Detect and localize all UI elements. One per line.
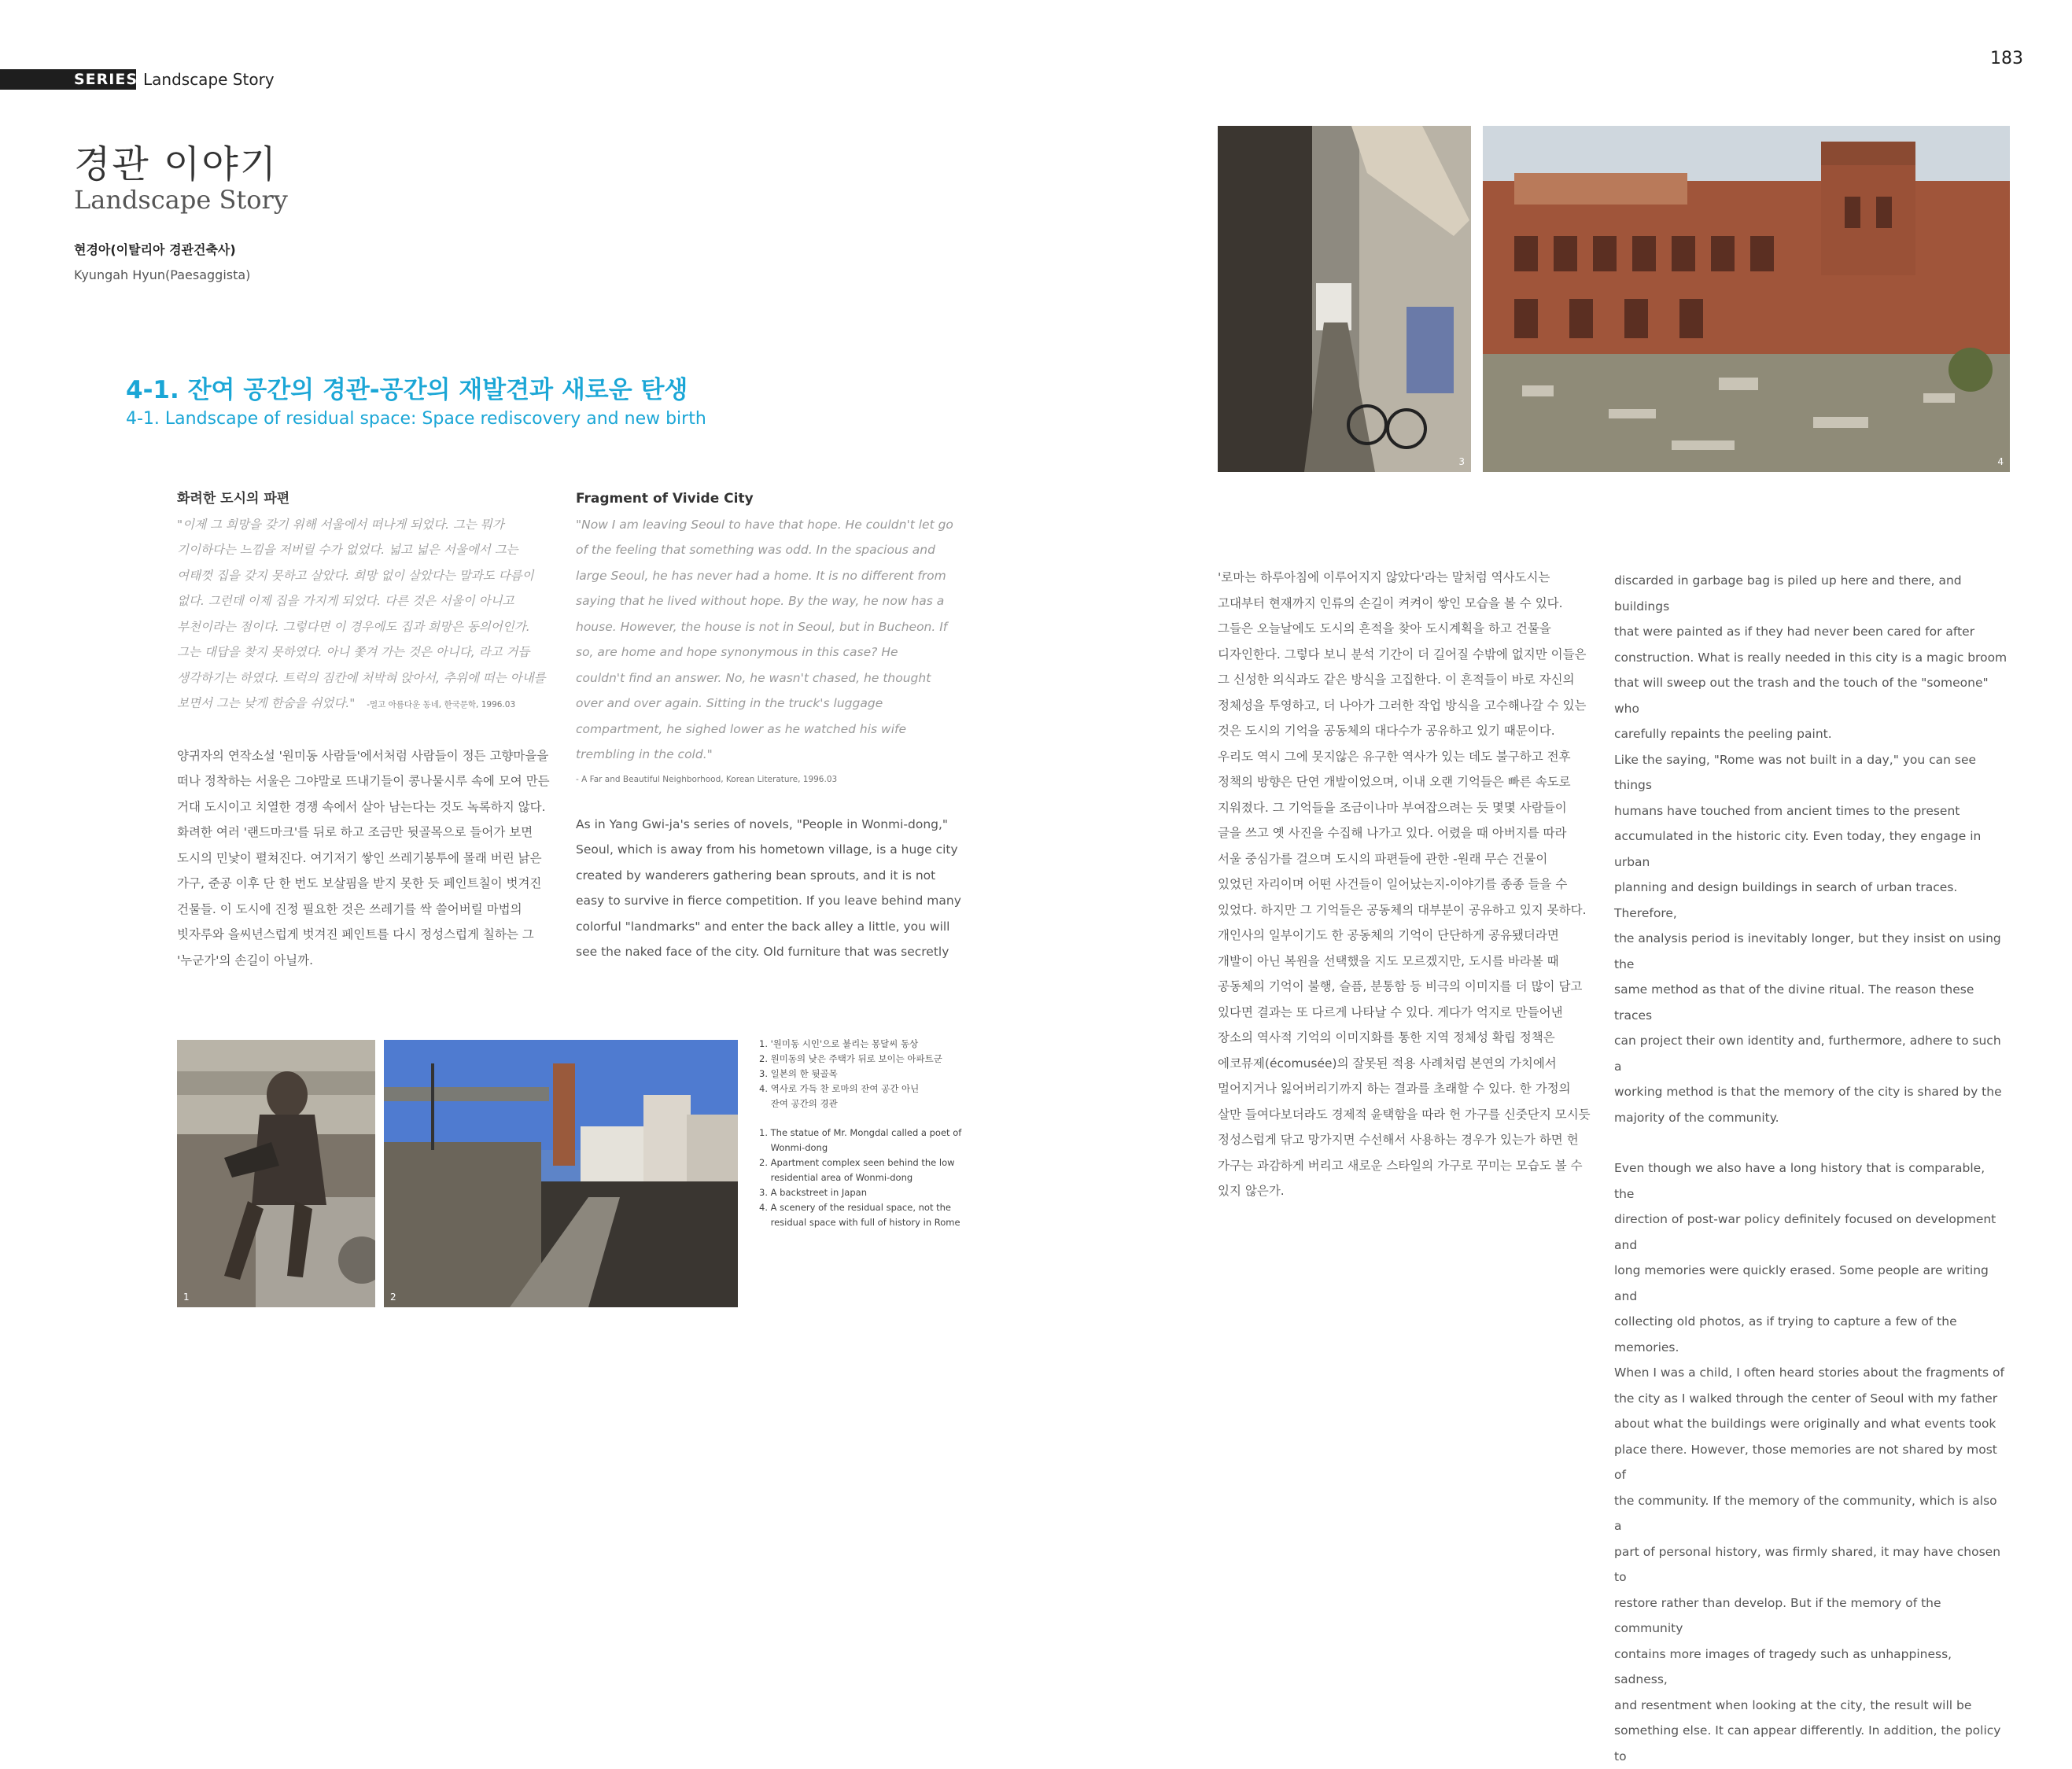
quote-line: 여태껏 집을 갖지 못하고 살았다. 희망 없이 살았다는 말과도 다름이: [177, 568, 534, 583]
photo-rome: [1483, 126, 2010, 472]
body-line: 있지 않은가.: [1218, 1184, 1285, 1198]
body-line: 빗자루와 을씨년스럽게 벗겨진 페인트를 다시 정성스럽게 칠하는 그: [177, 927, 534, 942]
body-line: 개발이 아닌 복원을 선택했을 지도 모르겠지만, 도시를 바라볼 때: [1218, 953, 1559, 968]
page-title-korean: 경관 이야기: [74, 142, 278, 186]
body-line: 고대부터 현재까지 인류의 손길이 켜켜이 쌓인 모습을 볼 수 있다.: [1218, 595, 1563, 610]
body-line: restore rather than develop. But if the memory of the community: [1614, 1595, 1941, 1635]
body-line: created by wanderers gathering bean sprouts, and it is not: [576, 868, 936, 883]
body-line: see the naked face of the city. Old furniture that was secretly: [576, 945, 949, 959]
body-line: 화려한 여러 '랜드마크'를 뒤로 하고 조금만 뒷골목으로 들어가 보면: [177, 825, 533, 839]
photo-statue: [177, 1040, 375, 1307]
body-line: place there. However, those memories are not shared by most of: [1614, 1442, 1997, 1482]
quote-line: of the feeling that something was odd. In the spacious and: [576, 543, 935, 557]
body-text: [576, 812, 961, 965]
body-line: the community. If the memory of the community, which is also a: [1614, 1493, 1997, 1533]
quote-line: over and over again. Sitting in the truck's luggage: [576, 696, 883, 710]
rome-image: [1483, 126, 2010, 472]
body-line: 에코뮤제(écomusée)의 잘못된 적용 사례처럼 본연의 가치에서: [1218, 1056, 1557, 1071]
body-line: 정성스럽게 닦고 망가지면 수선해서 사용하는 경우가 있는가 하면 헌: [1218, 1133, 1579, 1147]
body-line: 가구는 과감하게 버리고 새로운 스타일의 가구로 꾸미는 모습도 볼 수: [1218, 1158, 1583, 1173]
body-line: planning and design buildings in search of urban traces. Therefore,: [1614, 880, 1958, 920]
body-line: 장소의 역사적 기억의 이미지화를 통한 지역 정체성 확립 정책은: [1218, 1030, 1555, 1045]
body-line: 그 신성한 의식과도 같은 방식을 고집한다. 이 흔적들이 바로 자신의: [1218, 673, 1575, 687]
body-line: the city as I walked through the center of Seoul with my father: [1614, 1391, 1998, 1406]
quote-line: "Now I am leaving Seoul to have that hope. He couldn't let go: [576, 517, 953, 532]
body-line: 살만 들여다보더라도 경제적 윤택함을 따라 헌 가구를 신줏단지 모시듯: [1218, 1107, 1591, 1122]
photo-number: 1: [183, 1292, 190, 1303]
quote-source: -멀고 아름다운 동네, 한국문학, 1996.03: [367, 700, 516, 709]
column-korean-left: [177, 486, 555, 973]
page-number: 183: [1990, 49, 2023, 68]
caption-line: 잔여 공간의 경관: [759, 1098, 838, 1109]
body-line: 거대 도시이고 치열한 경쟁 속에서 살아 남는다는 것도 녹록하지 않다.: [177, 799, 546, 814]
quote-line: couldn't find an answer. No, he wasn't chased, he thought: [576, 670, 931, 685]
body-line: that will sweep out the trash and the touch of the "someone" who: [1614, 676, 1989, 716]
body-line: working method is that the memory of the city is shared by the: [1614, 1085, 2002, 1099]
body-line: 도시의 민낯이 펼쳐진다. 여기저기 쌓인 쓰레기봉투에 몰래 버린 낡은: [177, 850, 542, 865]
apartments-image: [384, 1040, 738, 1307]
quote-line: 그는 대답을 찾지 못하였다. 아니 쫓겨 가는 것은 아니다, 라고 거듭: [177, 645, 530, 659]
caption-line: 4. 역사로 가득 찬 로마의 잔여 공간 아닌: [759, 1083, 920, 1094]
body-line: 글을 쓰고 옛 사진을 수집해 나가고 있다. 어렸을 때 아버지를 따라: [1218, 826, 1567, 840]
body-line: 정체성을 투영하고, 더 나아가 그러한 작업 방식을 고수해나갈 수 있는: [1218, 698, 1587, 713]
page-title-english: Landscape Story: [74, 185, 288, 215]
body-line: Like the saying, "Rome was not built in a day," you can see things: [1614, 752, 1977, 792]
quote-line: large Seoul, he has never had a home. It is no different from: [576, 568, 946, 583]
body-line: the analysis period is inevitably longer, but they insist on using the: [1614, 931, 2001, 971]
body-line: When I was a child, I often heard stories about the fragments of: [1614, 1365, 2004, 1380]
body-line: humans have touched from ancient times to the present: [1614, 803, 1960, 818]
section-title-korean: 4-1. 잔여 공간의 경관-공간의 재발견과 새로운 탄생: [126, 376, 688, 404]
body-line: something else. It can appear differently. In addition, the policy to: [1614, 1723, 2001, 1763]
body-line: contains more images of tragedy such as unhappiness, sadness,: [1614, 1646, 1952, 1686]
body-line: 그들은 오늘날에도 도시의 흔적을 찾아 도시계획을 하고 건물을: [1218, 621, 1551, 636]
author-korean: 현경아(이탈리아 경관건축사): [74, 242, 236, 257]
body-line: 양귀자의 연작소설 '원미동 사람들'에서처럼 사람들이 정든 고향마을을: [177, 748, 549, 763]
body-line: Seoul, which is away from his hometown village, is a huge city: [576, 842, 958, 857]
photo-captions: [759, 1037, 979, 1230]
series-tag: SERIES: [74, 71, 138, 88]
quote-line: 없다. 그런데 이제 집을 가지게 되었다. 다른 것은 서울이 아니고: [177, 594, 514, 608]
body-line: construction. What is really needed in this city is a magic broom: [1614, 650, 2007, 665]
body-line: part of personal history, was firmly shared, it may have chosen to: [1614, 1544, 2001, 1584]
column-heading: Fragment of Vivide City: [576, 491, 754, 507]
caption-line: 2. 원미동의 낮은 주택가 뒤로 보이는 아파트군: [759, 1053, 942, 1064]
caption-line: 1. The statue of Mr. Mongdal called a poet of: [759, 1127, 962, 1138]
quote-line: 보면서 그는 낮게 한숨을 쉬었다.": [177, 696, 356, 710]
body-text: [177, 743, 555, 974]
body-line: 건물들. 이 도시에 진정 필요한 것은 쓰레기를 싹 쓸어버릴 마법의: [177, 901, 522, 916]
column-english-right: [1614, 568, 2007, 1769]
quote-line: so, are home and hope synonymous in this case? He: [576, 645, 898, 659]
caption-line: 3. 일본의 한 뒷골목: [759, 1068, 838, 1079]
body-line: direction of post-war policy definitely focused on development and: [1614, 1212, 1996, 1252]
body-line: can project their own identity and, furthermore, adhere to such a: [1614, 1034, 2001, 1074]
quote-line: trembling in the cold.": [576, 747, 713, 761]
body-line: same method as that of the divine ritual. The reason these traces: [1614, 982, 1974, 1023]
body-line: carefully repaints the peeling paint.: [1614, 727, 1832, 741]
body-line: '누군가'의 손길이 아닐까.: [177, 953, 314, 967]
quote-line: 부천이라는 점이다. 그렇다면 이 경우에도 집과 희망은 동의어인가.: [177, 619, 530, 634]
caption-line: residential area of Wonmi-dong: [759, 1172, 913, 1183]
body-line: 우리도 역시 그에 못지않은 유구한 역사가 있는 데도 불구하고 전후: [1218, 749, 1571, 764]
body-line: 있다면 결과는 또 다르게 나타날 수 있다. 게다가 억지로 만들어낸: [1218, 1004, 1563, 1019]
body-line: colorful "landmarks" and enter the back alley a little, you will: [576, 919, 950, 934]
series-name: Landscape Story: [143, 70, 275, 89]
caption-line: residual space with full of history in Rome: [759, 1217, 960, 1228]
statue-image: [177, 1040, 375, 1307]
body-line: 서울 중심가를 걸으며 도시의 파편들에 관한 -원래 무슨 건물이: [1218, 851, 1548, 866]
body-line: 멀어지거나 잃어버리기까지 하는 결과를 초래할 수 있다. 한 가정의: [1218, 1082, 1571, 1096]
captions-korean: [759, 1037, 979, 1111]
backstreet-image: [1218, 126, 1471, 472]
photo-number: 4: [1997, 456, 2004, 467]
quote-line: saying that he lived without hope. By the way, he now has a: [576, 594, 945, 608]
quote-line: compartment, he sighed lower as he watched his wife: [576, 721, 907, 736]
column-heading: 화려한 도시의 파편: [177, 491, 290, 507]
caption-line: 3. A backstreet in Japan: [759, 1187, 867, 1198]
quote-line: 생각하기는 하였다. 트럭의 짐칸에 처박혀 앉아서, 추위에 떠는 아내를: [177, 670, 546, 685]
caption-line: 2. Apartment complex seen behind the low: [759, 1157, 955, 1168]
body-line: 것은 도시의 기억을 공동체의 대다수가 공유하고 있기 때문이다.: [1218, 724, 1555, 738]
quote-line: 기이하다는 느낌을 저버릴 수가 없었다. 넓고 넓은 서울에서 그는: [177, 543, 518, 557]
body-line: 있었다. 하지만 그 기억들은 공동체의 대부분이 공유하고 있지 못하다.: [1218, 902, 1587, 917]
photo-apartments: [384, 1040, 738, 1307]
quote-line: house. However, the house is not in Seoul, but in Bucheon. If: [576, 619, 948, 634]
body-line: As in Yang Gwi-ja's series of novels, "People in Wonmi-dong,": [576, 816, 949, 831]
body-line: accumulated in the historic city. Even today, they engage in urban: [1614, 829, 1982, 869]
body-line: and resentment when looking at the city, the result will be: [1614, 1697, 1972, 1712]
photo-backstreet: [1218, 126, 1471, 472]
body-line: discarded in garbage bag is piled up here and there, and buildings: [1614, 573, 1962, 614]
quote-block: [576, 512, 961, 768]
body-line: 정책의 방향은 단연 개발이었으며, 이내 오랜 기억들은 빠른 속도로: [1218, 775, 1571, 789]
photo-number: 2: [390, 1292, 396, 1303]
body-line: 공동체의 기억이 불행, 슬픔, 분통함 등 비극의 이미지를 더 많이 담고: [1218, 979, 1583, 993]
section-title-english: 4-1. Landscape of residual space: Space rediscovery and new birth: [126, 409, 706, 429]
caption-line: Wonmi-dong: [759, 1142, 828, 1153]
caption-line: 1. '원미동 시인'으로 불리는 몽달씨 동상: [759, 1038, 919, 1049]
body-line: '로마는 하루아침에 이루어지지 않았다'라는 말처럼 역사도시는: [1218, 570, 1550, 584]
body-line: 떠나 정착하는 서울은 그야말로 뜨내기들이 콩나물시루 속에 모여 만든: [177, 774, 550, 788]
body-line: 지워졌다. 그 기억들을 조금이나마 부여잡으려는 듯 몇몇 사람들이: [1218, 800, 1567, 815]
body-line: long memories were quickly erased. Some people are writing and: [1614, 1263, 1989, 1303]
body-line: that were painted as if they had never been cared for after: [1614, 625, 1975, 639]
body-line: Even though we also have a long history that is comparable, the: [1614, 1161, 1985, 1201]
body-line: 개인사의 일부이기도 한 공동체의 기억이 단단하게 공유됐더라면: [1218, 928, 1559, 942]
body-line: collecting old photos, as if trying to capture a few of the memories.: [1614, 1314, 1957, 1354]
captions-english: [759, 1126, 979, 1230]
body-line: 가구, 준공 이후 단 한 번도 보살핌을 받지 못한 듯 페인트칠이 벗겨진: [177, 876, 542, 890]
photo-number: 3: [1458, 456, 1465, 467]
author-english: Kyungah Hyun(Paesaggista): [74, 267, 251, 282]
column-korean-right: [1218, 565, 1595, 1204]
quote-block: [177, 512, 555, 718]
column-english-left: [576, 486, 961, 965]
caption-line: 4. A scenery of the residual space, not the: [759, 1202, 951, 1213]
quote-line: "이제 그 희망을 갖기 위해 서울에서 떠나게 되었다. 그는 뭐가: [177, 517, 504, 532]
body-line: 디자인한다. 그렇다 보니 분석 기간이 더 길어질 수밖에 없지만 이들은: [1218, 647, 1587, 662]
body-line: majority of the community.: [1614, 1110, 1779, 1125]
body-line: easy to survive in fierce competition. If you leave behind many: [576, 894, 961, 908]
quote-source: - A Far and Beautiful Neighborhood, Korean Literature, 1996.03: [576, 774, 838, 784]
body-line: about what the buildings were originally and what events took: [1614, 1417, 1996, 1431]
body-line: 있었던 자리이며 어떤 사건들이 일어났는지-이야기를 종종 들을 수: [1218, 877, 1568, 891]
